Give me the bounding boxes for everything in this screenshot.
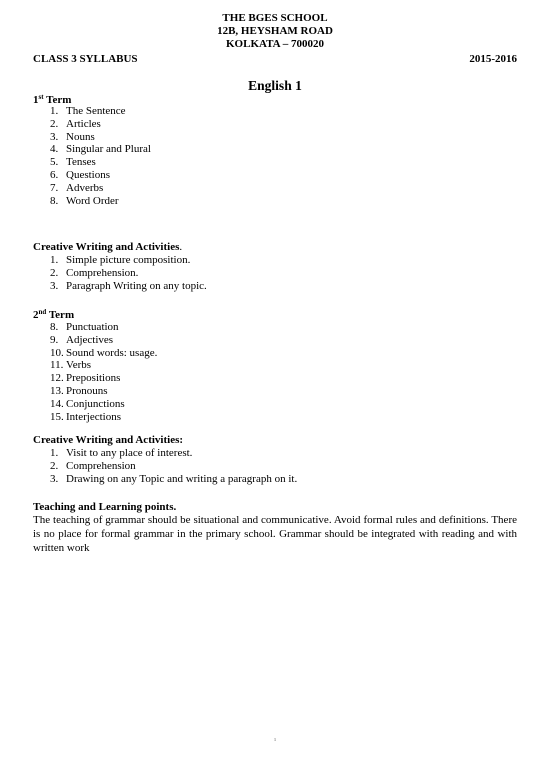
list-item-text: The Sentence — [66, 105, 126, 117]
class-row — [33, 53, 517, 66]
page-number: 1 — [273, 737, 277, 742]
list-item — [50, 347, 157, 360]
class-label: CLASS 3 SYLLABUS — [33, 53, 138, 65]
list-item-text: Prepositions — [66, 372, 121, 385]
list-item — [50, 105, 151, 118]
list-item-number: 5. — [50, 156, 59, 169]
list-item — [50, 182, 151, 195]
list-item-text: Word Order — [66, 194, 119, 207]
list-item — [50, 447, 297, 460]
list-item-text: Comprehension. — [66, 266, 139, 279]
list-item-text: Adjectives — [66, 333, 114, 346]
term-1-heading: 1st Term — [33, 93, 72, 106]
list-item-number: 2. — [50, 459, 59, 472]
list-item — [50, 254, 207, 267]
list-item — [50, 321, 157, 334]
list-item-number: 6. — [50, 168, 59, 181]
list-item-text: Pronouns — [66, 384, 108, 397]
teaching-points-heading: Teaching and Learning points. — [33, 501, 177, 513]
list-item-number: 15. — [50, 410, 64, 423]
creative-writing-1-heading: Creative Writing and Activities. — [33, 241, 183, 253]
list-item-number: 12. — [50, 372, 64, 385]
list-item-number: 11. — [50, 359, 64, 372]
list-item — [50, 169, 151, 182]
list-item — [50, 460, 297, 473]
list-item — [50, 131, 151, 144]
list-item-text: Visit to any place of interest. — [66, 447, 193, 459]
list-item-number: 4. — [50, 143, 59, 156]
list-item-text: Paragraph Writing on any topic. — [66, 279, 207, 292]
list-item — [50, 398, 157, 411]
list-item-number: 7. — [50, 181, 59, 194]
list-item-number: 9. — [50, 333, 59, 346]
list-item-number: 10. — [50, 346, 64, 359]
teaching-points-body: The teaching of grammar should be situational and communicative. Avoid formal rules and definitions. There is no place for formal grammar in the primary school. Grammar should be integrated with reading and with written work — [33, 514, 517, 554]
list-item-text: Adverbs — [66, 181, 104, 194]
creative-writing-1-items — [50, 254, 207, 292]
list-item-text: Interjections — [66, 410, 121, 423]
list-item — [50, 372, 157, 385]
list-item-number: 13. — [50, 384, 64, 397]
list-item-text: Punctuation — [66, 321, 119, 333]
list-item-text: Drawing on any Topic and writing a paragraph on it. — [66, 472, 298, 485]
list-item-text: Comprehension — [66, 459, 136, 472]
list-item — [50, 143, 151, 156]
term-2-topics — [50, 321, 157, 423]
school-address: 12B, HEYSHAM ROAD — [217, 25, 333, 37]
list-item-number: 14. — [50, 397, 64, 410]
school-city: KOLKATA – 700020 — [226, 38, 324, 50]
term-1-topics — [50, 105, 151, 207]
creative-writing-2-items — [50, 447, 297, 485]
list-item — [50, 267, 207, 280]
list-item-number: 1. — [50, 447, 59, 459]
list-item — [50, 385, 157, 398]
list-item — [50, 473, 297, 486]
academic-year: 2015-2016 — [469, 53, 517, 65]
list-item-text: Verbs — [66, 359, 92, 372]
list-item-text: Conjunctions — [66, 397, 125, 410]
list-item-number: 2. — [50, 266, 59, 279]
list-item — [50, 156, 151, 169]
list-item-text: Questions — [66, 168, 110, 181]
list-item — [50, 195, 151, 208]
list-item-number: 1. — [50, 254, 59, 266]
school-name: THE BGES SCHOOL — [222, 12, 328, 24]
list-item-text: Nouns — [66, 130, 95, 143]
list-item-text: Tenses — [66, 156, 96, 169]
list-item — [50, 118, 151, 131]
list-item-number: 3. — [50, 279, 59, 292]
list-item — [50, 280, 207, 293]
list-item-number: 1. — [50, 105, 59, 117]
list-item-number: 8. — [50, 194, 59, 207]
subject-title: English 1 — [248, 78, 302, 93]
list-item — [50, 411, 157, 424]
list-item-number: 8. — [50, 321, 59, 333]
list-item-number: 3. — [50, 130, 59, 143]
term-2-heading: 2nd Term — [33, 308, 75, 321]
list-item-text: Sound words: usage. — [66, 346, 158, 359]
list-item-text: Articles — [66, 117, 101, 130]
list-item-text: Singular and Plural — [66, 143, 151, 156]
list-item — [50, 334, 157, 347]
list-item-text: Simple picture composition. — [66, 254, 191, 266]
creative-writing-2-heading: Creative Writing and Activities: — [33, 434, 184, 446]
list-item-number: 2. — [50, 117, 59, 130]
list-item — [50, 359, 157, 372]
list-item-number: 3. — [50, 472, 59, 485]
